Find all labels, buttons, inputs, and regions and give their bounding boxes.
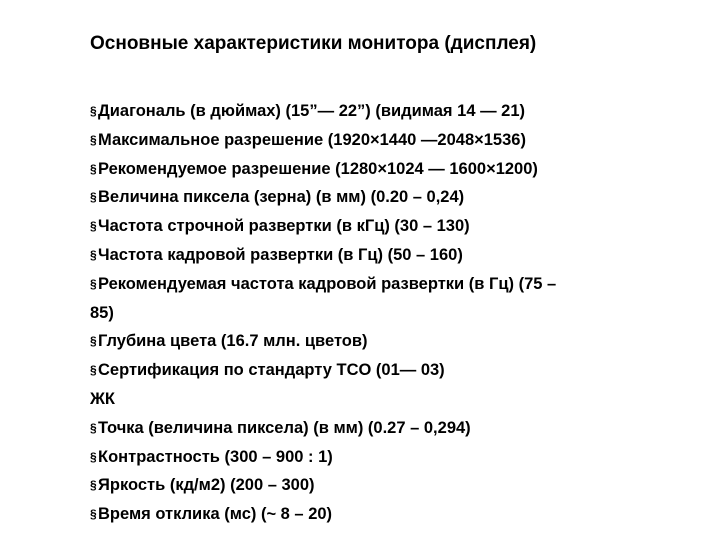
list-item-text: Частота кадровой развертки (в Гц) (50 – 160) [98,245,463,264]
bullet-icon: § [90,420,97,435]
list-item [90,270,690,299]
list-item-text: Рекомендуемое разрешение (1280×1024 — 1600×1200) [98,159,538,178]
bullet-icon: § [90,334,97,349]
bullet-icon: § [90,219,97,234]
list-item [90,356,690,385]
list-item [90,212,690,241]
list-item-text: Точка (величина пиксела) (в мм) (0.27 – 0,294) [98,418,471,437]
list-item-text: Диагональ (в дюймах) (15”— 22”) (видимая 14 — 21) [98,102,526,120]
slide-title: Основные характеристики монитора (дисплея) [90,33,537,54]
bullet-icon: § [90,276,97,291]
list-item-text: Частота строчной развертки (в кГц) (30 – 130) [98,217,470,236]
list-item [90,414,690,443]
section-heading-text: ЖК [90,389,115,408]
bullet-icon: § [90,507,97,522]
list-item-text: Яркость (кд/м2) (200 – 300) [98,476,315,495]
list-item [90,183,690,212]
characteristics-list [90,97,690,529]
list-item [90,241,690,270]
section-heading-lcd [90,385,690,414]
bullet-icon: § [90,190,97,205]
list-item-text: 85) [90,303,114,322]
list-item-text: Максимальное разрешение (1920×1440 —2048×1536) [98,130,526,149]
bullet-icon: § [90,478,97,493]
bullet-icon: § [90,132,97,147]
list-item-text: Рекомендуемая частота кадровой развертки (в Гц) (75 – [98,274,557,293]
bullet-icon: § [90,449,97,464]
list-item [90,443,690,472]
list-item [90,471,690,500]
list-item [90,155,690,184]
list-item-text: Сертификация по стандарту TCO (01— 03) [98,361,445,380]
list-item-text: Глубина цвета (16.7 млн. цветов) [98,332,368,351]
list-item-text: Величина пиксела (зерна) (в мм) (0.20 – 0,24) [98,188,465,207]
list-item [90,500,690,529]
bullet-icon: § [90,363,97,378]
list-item-continuation [90,299,690,328]
bullet-icon: § [90,104,97,118]
bullet-icon: § [90,161,97,176]
list-item-text: Время отклика (мс) (~ 8 – 20) [98,505,333,524]
list-item-text: Контрастность (300 – 900 : 1) [98,447,333,466]
list-item [90,126,690,155]
bullet-icon: § [90,247,97,262]
list-item [90,327,690,356]
list-item [90,97,690,126]
